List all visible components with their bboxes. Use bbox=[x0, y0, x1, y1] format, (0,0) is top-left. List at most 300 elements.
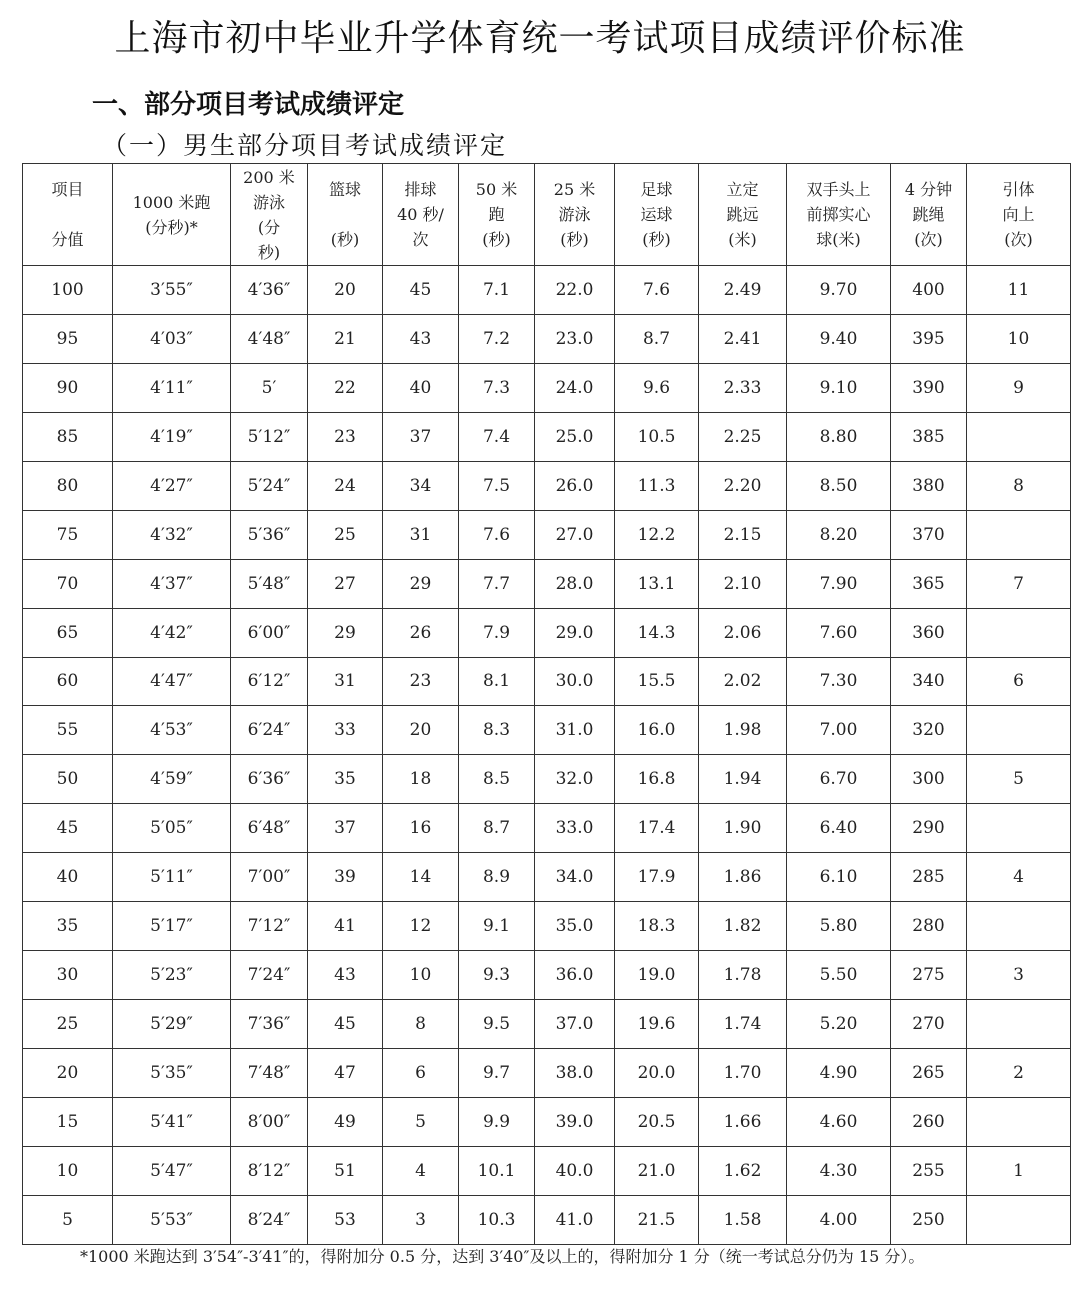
value-cell: 13.1 bbox=[615, 559, 699, 608]
value-cell: 11 bbox=[967, 266, 1071, 315]
value-cell: 7.9 bbox=[459, 608, 535, 657]
value-cell: 7.2 bbox=[459, 314, 535, 363]
value-cell: 1.70 bbox=[699, 1049, 787, 1098]
value-cell: 16 bbox=[383, 804, 459, 853]
table-row bbox=[23, 1000, 1071, 1049]
value-cell: 39 bbox=[308, 853, 383, 902]
score-cell: 100 bbox=[23, 266, 113, 315]
value-cell bbox=[967, 1195, 1071, 1244]
score-cell: 95 bbox=[23, 314, 113, 363]
value-cell: 395 bbox=[891, 314, 967, 363]
value-cell: 1.94 bbox=[699, 755, 787, 804]
value-cell: 3 bbox=[383, 1195, 459, 1244]
column-header-line: 排球 bbox=[404, 180, 437, 199]
value-cell: 400 bbox=[891, 266, 967, 315]
value-cell: 6.70 bbox=[787, 755, 891, 804]
column-header-line: 跳远 bbox=[726, 205, 759, 224]
value-cell: 2 bbox=[967, 1049, 1071, 1098]
column-header-line: 足球 bbox=[640, 180, 673, 199]
column-header-line: 次 bbox=[412, 230, 429, 249]
value-cell: 255 bbox=[891, 1146, 967, 1195]
column-header bbox=[535, 164, 615, 266]
value-cell: 8 bbox=[383, 1000, 459, 1049]
value-cell bbox=[967, 804, 1071, 853]
value-cell: 320 bbox=[891, 706, 967, 755]
column-header-line: (次) bbox=[1004, 230, 1033, 249]
value-cell: 5 bbox=[967, 755, 1071, 804]
value-cell: 18 bbox=[383, 755, 459, 804]
column-header-line: 200 米 bbox=[243, 167, 295, 187]
table-row bbox=[23, 755, 1071, 804]
value-cell: 5′53″ bbox=[113, 1195, 231, 1244]
value-cell: 31 bbox=[308, 657, 383, 706]
value-cell: 25 bbox=[308, 510, 383, 559]
value-cell: 4′47″ bbox=[113, 657, 231, 706]
column-header-line: (米) bbox=[728, 230, 757, 249]
value-cell: 8.7 bbox=[615, 314, 699, 363]
value-cell: 45 bbox=[308, 1000, 383, 1049]
column-header-line: 立定 bbox=[726, 180, 759, 199]
value-cell: 35.0 bbox=[535, 902, 615, 951]
value-cell bbox=[967, 1000, 1071, 1049]
value-cell: 40.0 bbox=[535, 1146, 615, 1195]
score-cell: 40 bbox=[23, 853, 113, 902]
value-cell: 7.6 bbox=[615, 266, 699, 315]
table-row bbox=[23, 902, 1071, 951]
column-header-line: (秒) bbox=[642, 230, 671, 249]
column-header-line: 秒) bbox=[257, 242, 281, 262]
value-cell: 4′03″ bbox=[113, 314, 231, 363]
value-cell: 8′00″ bbox=[231, 1097, 308, 1146]
value-cell: 6 bbox=[383, 1049, 459, 1098]
column-header bbox=[23, 164, 113, 266]
score-cell: 30 bbox=[23, 951, 113, 1000]
column-header-line: 25 米 bbox=[553, 180, 596, 199]
score-cell: 45 bbox=[23, 804, 113, 853]
value-cell: 6′36″ bbox=[231, 755, 308, 804]
value-cell: 51 bbox=[308, 1146, 383, 1195]
column-header-line: 双手头上 bbox=[806, 180, 871, 199]
value-cell: 1.58 bbox=[699, 1195, 787, 1244]
value-cell: 29.0 bbox=[535, 608, 615, 657]
score-cell: 10 bbox=[23, 1146, 113, 1195]
score-cell: 75 bbox=[23, 510, 113, 559]
value-cell: 20 bbox=[308, 266, 383, 315]
score-cell: 35 bbox=[23, 902, 113, 951]
value-cell: 3′55″ bbox=[113, 266, 231, 315]
value-cell: 33 bbox=[308, 706, 383, 755]
table-row bbox=[23, 266, 1071, 315]
column-header bbox=[891, 164, 967, 266]
value-cell: 1.62 bbox=[699, 1146, 787, 1195]
value-cell: 2.20 bbox=[699, 461, 787, 510]
value-cell: 280 bbox=[891, 902, 967, 951]
score-cell: 85 bbox=[23, 412, 113, 461]
score-cell: 25 bbox=[23, 1000, 113, 1049]
value-cell bbox=[967, 1097, 1071, 1146]
value-cell: 8.1 bbox=[459, 657, 535, 706]
score-cell: 55 bbox=[23, 706, 113, 755]
value-cell: 340 bbox=[891, 657, 967, 706]
column-header bbox=[308, 164, 383, 266]
table-row bbox=[23, 1195, 1071, 1244]
value-cell: 7.3 bbox=[459, 363, 535, 412]
column-header-line: 40 秒/ bbox=[397, 205, 444, 224]
value-cell: 8 bbox=[967, 461, 1071, 510]
value-cell: 3 bbox=[967, 951, 1071, 1000]
value-cell: 14.3 bbox=[615, 608, 699, 657]
footnote: *1000 米跑达到 3′54″-3′41″的，得附加分 0.5 分，达到 3′40″及以上的，得附加分 1 分（统一考试总分仍为 15 分）。 bbox=[80, 1247, 925, 1266]
value-cell: 10 bbox=[383, 951, 459, 1000]
value-cell: 29 bbox=[308, 608, 383, 657]
value-cell: 1.82 bbox=[699, 902, 787, 951]
value-cell: 385 bbox=[891, 412, 967, 461]
column-header-line: 引体 bbox=[1002, 180, 1035, 199]
value-cell: 5′35″ bbox=[113, 1049, 231, 1098]
value-cell: 24 bbox=[308, 461, 383, 510]
section-heading: 一、部分项目考试成绩评定 bbox=[92, 90, 405, 120]
table-row bbox=[23, 412, 1071, 461]
value-cell: 7.30 bbox=[787, 657, 891, 706]
value-cell: 7.1 bbox=[459, 266, 535, 315]
value-cell: 9.10 bbox=[787, 363, 891, 412]
value-cell: 9.1 bbox=[459, 902, 535, 951]
value-cell: 5′17″ bbox=[113, 902, 231, 951]
value-cell: 1.74 bbox=[699, 1000, 787, 1049]
value-cell: 40 bbox=[383, 363, 459, 412]
value-cell: 8.3 bbox=[459, 706, 535, 755]
value-cell: 5 bbox=[383, 1097, 459, 1146]
column-header bbox=[787, 164, 891, 266]
column-header-line: (秒) bbox=[560, 230, 589, 249]
value-cell: 7′24″ bbox=[231, 951, 308, 1000]
value-cell: 4′11″ bbox=[113, 363, 231, 412]
column-header-line: 前掷实心 bbox=[806, 205, 871, 224]
column-header bbox=[459, 164, 535, 266]
header-row bbox=[23, 164, 1071, 266]
value-cell: 49 bbox=[308, 1097, 383, 1146]
value-cell: 9.6 bbox=[615, 363, 699, 412]
value-cell: 7.60 bbox=[787, 608, 891, 657]
value-cell: 20.5 bbox=[615, 1097, 699, 1146]
value-cell: 4.30 bbox=[787, 1146, 891, 1195]
table-row bbox=[23, 804, 1071, 853]
value-cell: 250 bbox=[891, 1195, 967, 1244]
value-cell: 7.7 bbox=[459, 559, 535, 608]
value-cell: 6′00″ bbox=[231, 608, 308, 657]
column-header-line: 跑 bbox=[488, 205, 505, 224]
value-cell: 28.0 bbox=[535, 559, 615, 608]
column-header-line: 1000 米跑 bbox=[132, 192, 211, 212]
value-cell: 4′37″ bbox=[113, 559, 231, 608]
value-cell: 20.0 bbox=[615, 1049, 699, 1098]
column-header-line bbox=[308, 202, 382, 227]
column-header-line: 球(米) bbox=[816, 230, 861, 249]
value-cell: 4 bbox=[383, 1146, 459, 1195]
value-cell: 4.90 bbox=[787, 1049, 891, 1098]
score-cell: 20 bbox=[23, 1049, 113, 1098]
value-cell: 21.0 bbox=[615, 1146, 699, 1195]
value-cell: 1 bbox=[967, 1146, 1071, 1195]
value-cell: 6 bbox=[967, 657, 1071, 706]
table-row bbox=[23, 608, 1071, 657]
value-cell: 1.98 bbox=[699, 706, 787, 755]
value-cell: 10.5 bbox=[615, 412, 699, 461]
value-cell: 390 bbox=[891, 363, 967, 412]
value-cell: 5.80 bbox=[787, 902, 891, 951]
value-cell: 5′41″ bbox=[113, 1097, 231, 1146]
value-cell: 7′00″ bbox=[231, 853, 308, 902]
value-cell: 17.9 bbox=[615, 853, 699, 902]
column-header bbox=[615, 164, 699, 266]
column-header-line: (秒) bbox=[482, 230, 511, 249]
value-cell: 4′53″ bbox=[113, 706, 231, 755]
value-cell: 5′11″ bbox=[113, 853, 231, 902]
value-cell: 290 bbox=[891, 804, 967, 853]
value-cell: 260 bbox=[891, 1097, 967, 1146]
value-cell: 2.10 bbox=[699, 559, 787, 608]
value-cell: 34 bbox=[383, 461, 459, 510]
value-cell: 12.2 bbox=[615, 510, 699, 559]
column-header bbox=[383, 164, 459, 266]
value-cell: 7.90 bbox=[787, 559, 891, 608]
column-header bbox=[699, 164, 787, 266]
value-cell: 39.0 bbox=[535, 1097, 615, 1146]
table-header bbox=[23, 164, 1071, 266]
value-cell: 5.50 bbox=[787, 951, 891, 1000]
value-cell: 18.3 bbox=[615, 902, 699, 951]
value-cell: 26 bbox=[383, 608, 459, 657]
value-cell: 9.9 bbox=[459, 1097, 535, 1146]
value-cell: 365 bbox=[891, 559, 967, 608]
value-cell: 370 bbox=[891, 510, 967, 559]
value-cell: 5′36″ bbox=[231, 510, 308, 559]
value-cell: 5′29″ bbox=[113, 1000, 231, 1049]
table-body bbox=[23, 266, 1071, 1245]
value-cell: 6′12″ bbox=[231, 657, 308, 706]
value-cell: 5′ bbox=[231, 363, 308, 412]
table-row bbox=[23, 706, 1071, 755]
value-cell: 4.60 bbox=[787, 1097, 891, 1146]
table-row bbox=[23, 314, 1071, 363]
value-cell: 25.0 bbox=[535, 412, 615, 461]
score-cell: 5 bbox=[23, 1195, 113, 1244]
column-header-line: 跳绳 bbox=[912, 205, 945, 224]
column-header-line: 游泳 bbox=[252, 192, 285, 212]
value-cell: 270 bbox=[891, 1000, 967, 1049]
value-cell: 4′27″ bbox=[113, 461, 231, 510]
column-header-line: (次) bbox=[914, 230, 943, 249]
value-cell: 45 bbox=[383, 266, 459, 315]
value-cell: 9 bbox=[967, 363, 1071, 412]
column-header-line: (分秒)* bbox=[145, 217, 198, 237]
column-header-line: (分 bbox=[257, 217, 281, 237]
column-header-line bbox=[23, 202, 112, 227]
column-header-line: 游泳 bbox=[558, 205, 591, 224]
column-header-line: 向上 bbox=[1002, 205, 1035, 224]
value-cell: 41.0 bbox=[535, 1195, 615, 1244]
value-cell: 6.40 bbox=[787, 804, 891, 853]
value-cell: 7.00 bbox=[787, 706, 891, 755]
value-cell: 23.0 bbox=[535, 314, 615, 363]
value-cell: 5′48″ bbox=[231, 559, 308, 608]
value-cell: 10.1 bbox=[459, 1146, 535, 1195]
value-cell bbox=[967, 608, 1071, 657]
value-cell: 8.50 bbox=[787, 461, 891, 510]
value-cell: 27.0 bbox=[535, 510, 615, 559]
subsection-heading: （一）男生部分项目考试成绩评定 bbox=[102, 131, 508, 160]
value-cell: 1.90 bbox=[699, 804, 787, 853]
value-cell: 12 bbox=[383, 902, 459, 951]
value-cell bbox=[967, 902, 1071, 951]
value-cell: 37 bbox=[308, 804, 383, 853]
score-cell: 90 bbox=[23, 363, 113, 412]
value-cell: 6′24″ bbox=[231, 706, 308, 755]
document-title: 上海市初中毕业升学体育统一考试项目成绩评价标准 bbox=[114, 18, 966, 59]
value-cell: 380 bbox=[891, 461, 967, 510]
value-cell: 5′12″ bbox=[231, 412, 308, 461]
value-cell: 7 bbox=[967, 559, 1071, 608]
value-cell: 9.40 bbox=[787, 314, 891, 363]
value-cell: 4′19″ bbox=[113, 412, 231, 461]
value-cell: 20 bbox=[383, 706, 459, 755]
table-row bbox=[23, 853, 1071, 902]
value-cell: 33.0 bbox=[535, 804, 615, 853]
table-row bbox=[23, 1049, 1071, 1098]
value-cell: 38.0 bbox=[535, 1049, 615, 1098]
value-cell: 53 bbox=[308, 1195, 383, 1244]
value-cell: 275 bbox=[891, 951, 967, 1000]
score-cell: 80 bbox=[23, 461, 113, 510]
column-header bbox=[967, 164, 1071, 266]
value-cell: 9.5 bbox=[459, 1000, 535, 1049]
score-cell: 50 bbox=[23, 755, 113, 804]
value-cell: 29 bbox=[383, 559, 459, 608]
value-cell: 43 bbox=[308, 951, 383, 1000]
value-cell: 8′24″ bbox=[231, 1195, 308, 1244]
value-cell: 2.33 bbox=[699, 363, 787, 412]
table-row bbox=[23, 1097, 1071, 1146]
value-cell: 4′59″ bbox=[113, 755, 231, 804]
score-cell: 60 bbox=[23, 657, 113, 706]
value-cell: 4′48″ bbox=[231, 314, 308, 363]
value-cell: 9.70 bbox=[787, 266, 891, 315]
table-row bbox=[23, 1146, 1071, 1195]
value-cell: 21 bbox=[308, 314, 383, 363]
value-cell: 23 bbox=[383, 657, 459, 706]
value-cell: 360 bbox=[891, 608, 967, 657]
value-cell: 31 bbox=[383, 510, 459, 559]
value-cell: 5.20 bbox=[787, 1000, 891, 1049]
value-cell: 6′48″ bbox=[231, 804, 308, 853]
score-cell: 65 bbox=[23, 608, 113, 657]
value-cell: 8.7 bbox=[459, 804, 535, 853]
column-header-line: 4 分钟 bbox=[904, 180, 953, 199]
value-cell: 7.6 bbox=[459, 510, 535, 559]
value-cell: 1.66 bbox=[699, 1097, 787, 1146]
value-cell: 19.0 bbox=[615, 951, 699, 1000]
value-cell: 2.25 bbox=[699, 412, 787, 461]
value-cell: 8.80 bbox=[787, 412, 891, 461]
value-cell: 22.0 bbox=[535, 266, 615, 315]
table-row bbox=[23, 461, 1071, 510]
table-row bbox=[23, 657, 1071, 706]
table-row bbox=[23, 559, 1071, 608]
value-cell: 10 bbox=[967, 314, 1071, 363]
value-cell: 1.78 bbox=[699, 951, 787, 1000]
value-cell bbox=[967, 706, 1071, 755]
column-header-line: 运球 bbox=[640, 205, 673, 224]
value-cell: 4′42″ bbox=[113, 608, 231, 657]
value-cell: 4′36″ bbox=[231, 266, 308, 315]
value-cell: 2.41 bbox=[699, 314, 787, 363]
column-header-line: 篮球 bbox=[328, 180, 361, 199]
value-cell: 7′12″ bbox=[231, 902, 308, 951]
value-cell: 15.5 bbox=[615, 657, 699, 706]
value-cell: 2.15 bbox=[699, 510, 787, 559]
value-cell: 285 bbox=[891, 853, 967, 902]
value-cell bbox=[967, 412, 1071, 461]
value-cell: 5′47″ bbox=[113, 1146, 231, 1195]
value-cell: 47 bbox=[308, 1049, 383, 1098]
column-header bbox=[231, 164, 308, 266]
column-header bbox=[113, 164, 231, 266]
value-cell: 6.10 bbox=[787, 853, 891, 902]
value-cell: 7′36″ bbox=[231, 1000, 308, 1049]
value-cell: 8.20 bbox=[787, 510, 891, 559]
value-cell: 11.3 bbox=[615, 461, 699, 510]
value-cell: 36.0 bbox=[535, 951, 615, 1000]
value-cell: 7′48″ bbox=[231, 1049, 308, 1098]
value-cell: 9.7 bbox=[459, 1049, 535, 1098]
value-cell: 35 bbox=[308, 755, 383, 804]
score-standards-table bbox=[22, 163, 1071, 1245]
value-cell: 26.0 bbox=[535, 461, 615, 510]
value-cell: 2.02 bbox=[699, 657, 787, 706]
value-cell: 10.3 bbox=[459, 1195, 535, 1244]
value-cell: 300 bbox=[891, 755, 967, 804]
value-cell bbox=[967, 510, 1071, 559]
value-cell: 30.0 bbox=[535, 657, 615, 706]
value-cell: 8.9 bbox=[459, 853, 535, 902]
value-cell: 22 bbox=[308, 363, 383, 412]
value-cell: 9.3 bbox=[459, 951, 535, 1000]
column-header-line: 50 米 bbox=[475, 180, 518, 199]
table-row bbox=[23, 951, 1071, 1000]
value-cell: 37.0 bbox=[535, 1000, 615, 1049]
value-cell: 16.0 bbox=[615, 706, 699, 755]
value-cell: 19.6 bbox=[615, 1000, 699, 1049]
value-cell: 41 bbox=[308, 902, 383, 951]
value-cell: 7.4 bbox=[459, 412, 535, 461]
table-row bbox=[23, 363, 1071, 412]
value-cell: 8.5 bbox=[459, 755, 535, 804]
value-cell: 2.06 bbox=[699, 608, 787, 657]
table-row bbox=[23, 510, 1071, 559]
value-cell: 24.0 bbox=[535, 363, 615, 412]
value-cell: 31.0 bbox=[535, 706, 615, 755]
value-cell: 1.86 bbox=[699, 853, 787, 902]
value-cell: 5′24″ bbox=[231, 461, 308, 510]
value-cell: 7.5 bbox=[459, 461, 535, 510]
value-cell: 34.0 bbox=[535, 853, 615, 902]
value-cell: 5′05″ bbox=[113, 804, 231, 853]
value-cell: 2.49 bbox=[699, 266, 787, 315]
value-cell: 17.4 bbox=[615, 804, 699, 853]
value-cell: 265 bbox=[891, 1049, 967, 1098]
score-cell: 70 bbox=[23, 559, 113, 608]
value-cell: 27 bbox=[308, 559, 383, 608]
